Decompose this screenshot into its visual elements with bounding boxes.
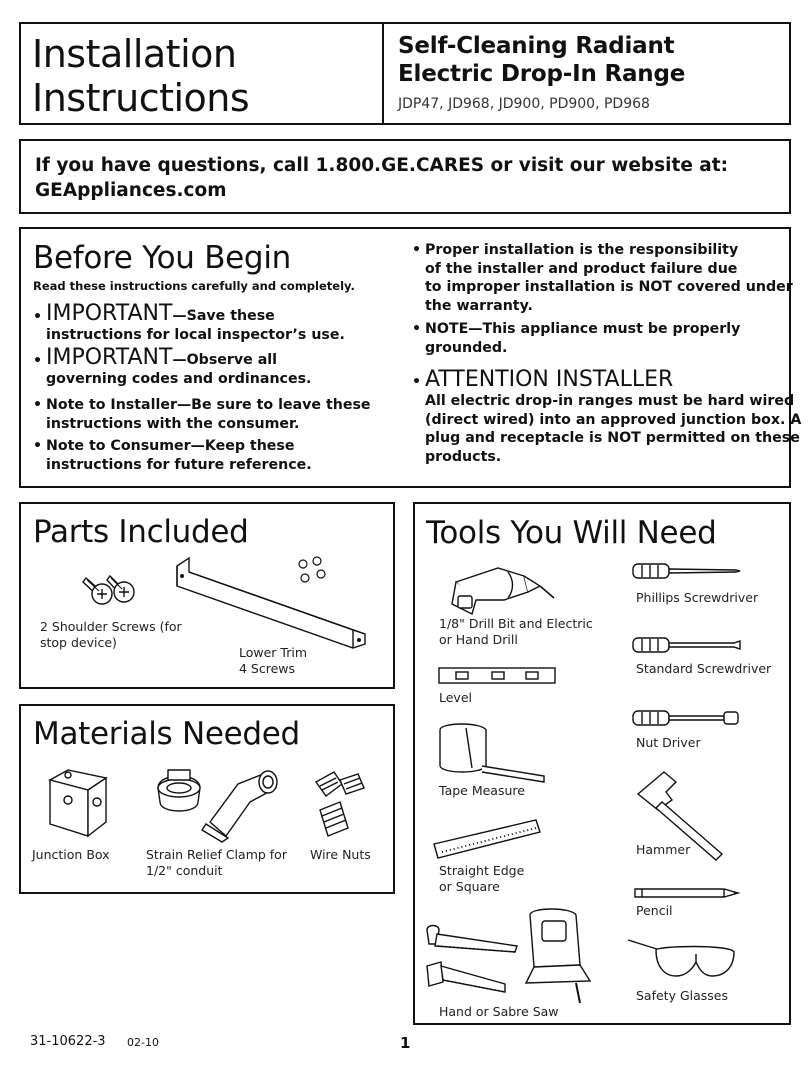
tools-title: Tools You Will Need	[426, 515, 717, 551]
page-number: 1	[400, 1034, 411, 1052]
before-subtitle: Read these instructions carefully and completely.	[33, 279, 355, 293]
shoulder-screws-icon	[80, 570, 142, 612]
hand-saw-icon	[425, 922, 525, 1002]
note-installer: • Note to Installer—Be sure to leave these instructions with the consumer.	[33, 397, 371, 432]
sabre-saw-icon	[520, 905, 600, 1005]
level-icon	[438, 666, 558, 686]
standard-label: Standard Screwdriver	[636, 661, 772, 676]
hammer-label: Hammer	[636, 842, 691, 857]
phillips-label: Phillips Screwdriver	[636, 590, 759, 605]
proper-installation: • Proper installation is the responsibility of the installer and product failure due to improper installation is NOT covered under the warranty.	[412, 242, 793, 314]
safety-glasses-icon	[626, 936, 738, 986]
safety-glasses-label: Safety Glasses	[636, 988, 729, 1003]
level-label: Level	[439, 690, 472, 705]
materials-title: Materials Needed	[33, 716, 300, 752]
pencil-label: Pencil	[636, 903, 673, 918]
note-consumer: • Note to Consumer—Keep these instructions for future reference.	[33, 438, 312, 473]
straight-edge-label: Straight Edge or Square	[439, 863, 525, 894]
parts-title: Parts Included	[33, 514, 249, 550]
standard-screwdriver-icon	[632, 636, 742, 654]
note-grounded: • NOTE—This appliance must be properly grounded.	[412, 321, 741, 356]
wire-nuts-label: Wire Nuts	[310, 847, 371, 862]
nut-driver-label: Nut Driver	[636, 735, 701, 750]
lower-trim-label: Lower Trim 4 Screws	[239, 645, 308, 676]
header-divider	[382, 22, 384, 125]
important-save: • IMPORTANT—Save these instructions for local inspector’s use.	[33, 301, 345, 343]
straight-edge-icon	[432, 818, 542, 860]
junction-box-icon	[48, 766, 110, 838]
drill-icon	[448, 560, 558, 616]
phillips-screwdriver-icon	[632, 562, 742, 580]
lower-trim-icon	[175, 552, 375, 652]
saw-label: Hand or Sabre Saw	[439, 1004, 559, 1019]
tape-measure-icon	[438, 720, 548, 784]
doc-number: 31-10622-3	[30, 1034, 106, 1049]
attention-installer: • ATTENTION INSTALLER All electric drop-in ranges must be hard wired (direct wired) into an approved junction box. A plug and receptacle is NOT permitted on these products.	[412, 367, 802, 465]
contact-text: If you have questions, call 1.800.GE.CARES or visit our website at: GEAppliances.com	[35, 155, 729, 201]
strain-relief-label: Strain Relief Clamp for 1/2" conduit	[146, 847, 287, 878]
wire-nuts-icon	[312, 770, 368, 840]
product-name: Self-Cleaning Radiant Electric Drop-In Range	[398, 33, 686, 87]
doc-date: 02-10	[127, 1036, 159, 1049]
drill-label: 1/8" Drill Bit and Electric or Hand Drill	[439, 616, 593, 647]
important-codes: • IMPORTANT—Observe all governing codes and ordinances.	[33, 345, 312, 387]
strain-relief-clamp-icon	[150, 762, 280, 842]
tape-measure-label: Tape Measure	[439, 783, 525, 798]
doc-title: Installation Instructions	[32, 32, 250, 120]
trim-screws-icon	[295, 556, 331, 586]
junction-box-label: Junction Box	[32, 847, 110, 862]
pencil-icon	[634, 886, 744, 900]
nut-driver-icon	[632, 708, 742, 728]
shoulder-screws-label: 2 Shoulder Screws (for stop device)	[40, 619, 182, 650]
before-title: Before You Begin	[33, 240, 291, 276]
model-numbers: JDP47, JD968, JD900, PD900, PD968	[398, 96, 650, 112]
